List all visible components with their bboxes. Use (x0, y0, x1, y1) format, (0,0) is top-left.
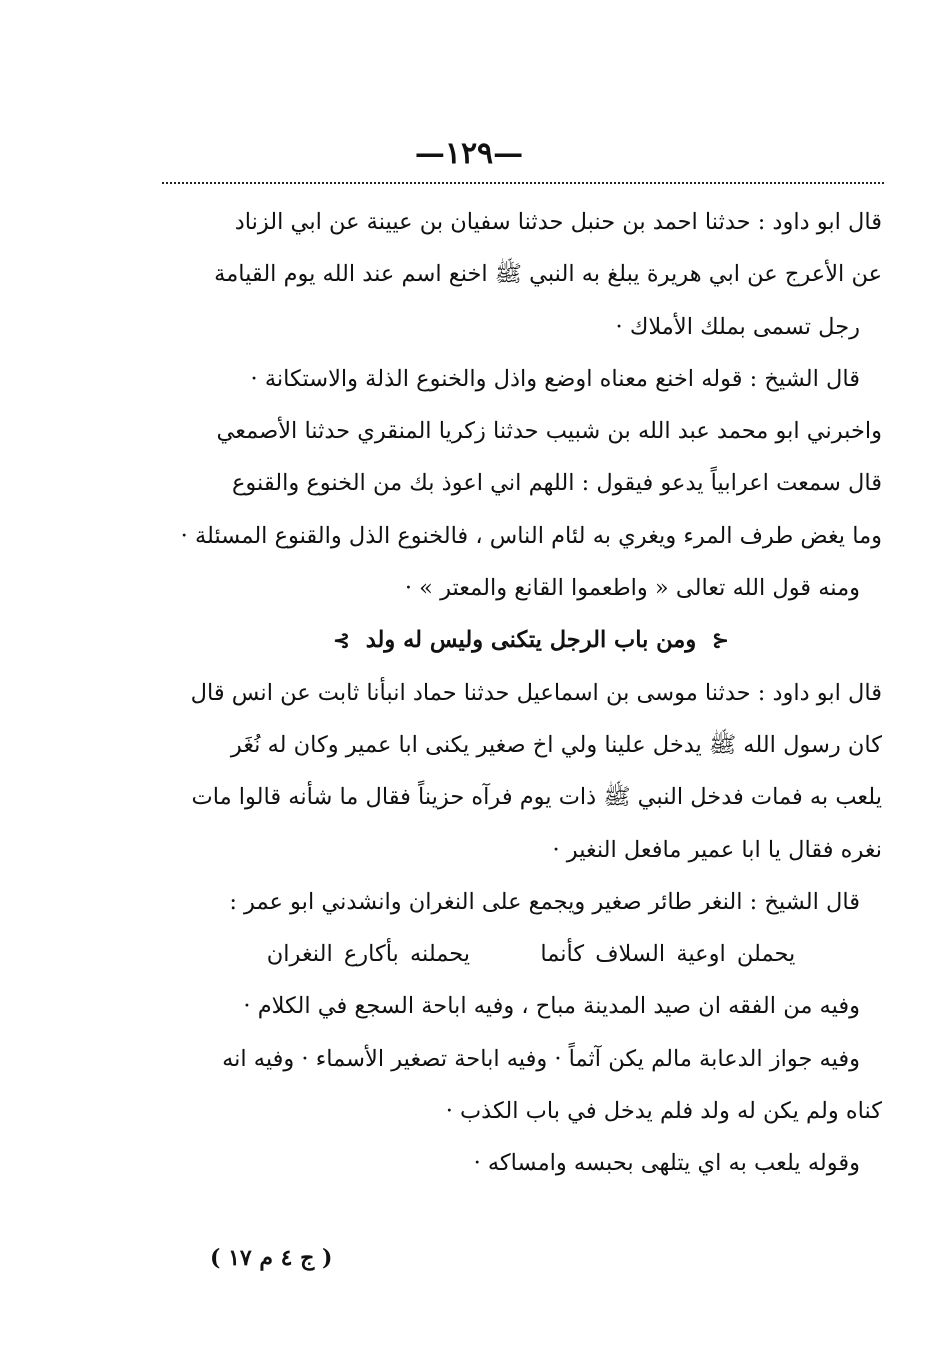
text-line: عن الأعرج عن ابي هريرة يبلغ به النبي ﷺ اخنع اسم عند الله يوم القيامة (214, 261, 882, 288)
text-line: قال الشيخ : قوله اخنع معناه اوضع واذل والخنوع الذلة والاستكانة · (250, 365, 860, 392)
text-line: رجل تسمى بملك الأملاك · (615, 313, 860, 340)
header-rule (162, 182, 884, 184)
text-line: يلعب به فمات فدخل النبي ﷺ ذات يوم فرآه حزيناً فقال ما شأنه قالوا مات (191, 784, 882, 811)
section-heading (180, 614, 882, 666)
text-line: كان رسول الله ﷺ يدخل علينا ولي اخ صغير يكنى ابا عمير وكان له نُغَر (230, 731, 882, 758)
text-line: وفيه من الفقه ان صيد المدينة مباح ، وفيه اباحة السجع في الكلام · (243, 993, 860, 1020)
text-line: قال ابو داود : حدثنا موسى بن اسماعيل حدثنا حماد انبأنا ثابت عن انس قال (190, 679, 882, 706)
signature-mark: ( ج ٤ م ١٧ ) (210, 1245, 333, 1271)
text-line: نغره فقال يا ابا عمير مافعل النغير · (552, 836, 882, 863)
text-line: ومنه قول الله تعالى « واطعموا القانع والمعتر » · (404, 575, 860, 602)
ornament-icon: ⊰ (712, 628, 729, 653)
section-heading-text: ومن باب الرجل يتكنى وليس له ولد (365, 627, 697, 654)
text-line: واخبرني ابو محمد عبد الله بن شبيب حدثنا زكريا المنقري حدثنا الأصمعي (216, 418, 882, 445)
ornament-icon: ⊱ (333, 628, 350, 653)
text-line: وفيه جواز الدعابة مالم يكن آثماً · وفيه اباحة تصغير الأسماء · وفيه انه (222, 1045, 860, 1072)
text-line: قال الشيخ : النغر طائر صغير ويجمع على النغران وانشدني ابو عمر : (229, 888, 860, 915)
body-text (180, 196, 882, 1190)
text-line: وقوله يلعب به اي يتلهى بحبسه وامساكه · (473, 1150, 860, 1177)
text-line: كناه ولم يكن له ولد فلم يدخل في باب الكذب · (445, 1098, 882, 1125)
text-line: وما يغض طرف المرء ويغري به لئام الناس ، فالخنوع الذل والقنوع المسئلة · (180, 522, 882, 549)
text-line: قال سمعت اعرابياً يدعو فيقول : اللهم اني اعوذ بك من الخنوع والقنوع (232, 470, 882, 497)
verse-hemistich: يحملنه بأكارع النغران (266, 941, 471, 968)
text-line: قال ابو داود : حدثنا احمد بن حنبل حدثنا سفيان بن عيينة عن ابي الزناد (234, 209, 882, 235)
page-number: —١٢٩— (414, 136, 524, 171)
poem-verse (180, 928, 882, 980)
verse-hemistich: يحملن اوعية السلاف كأنما (540, 941, 796, 968)
